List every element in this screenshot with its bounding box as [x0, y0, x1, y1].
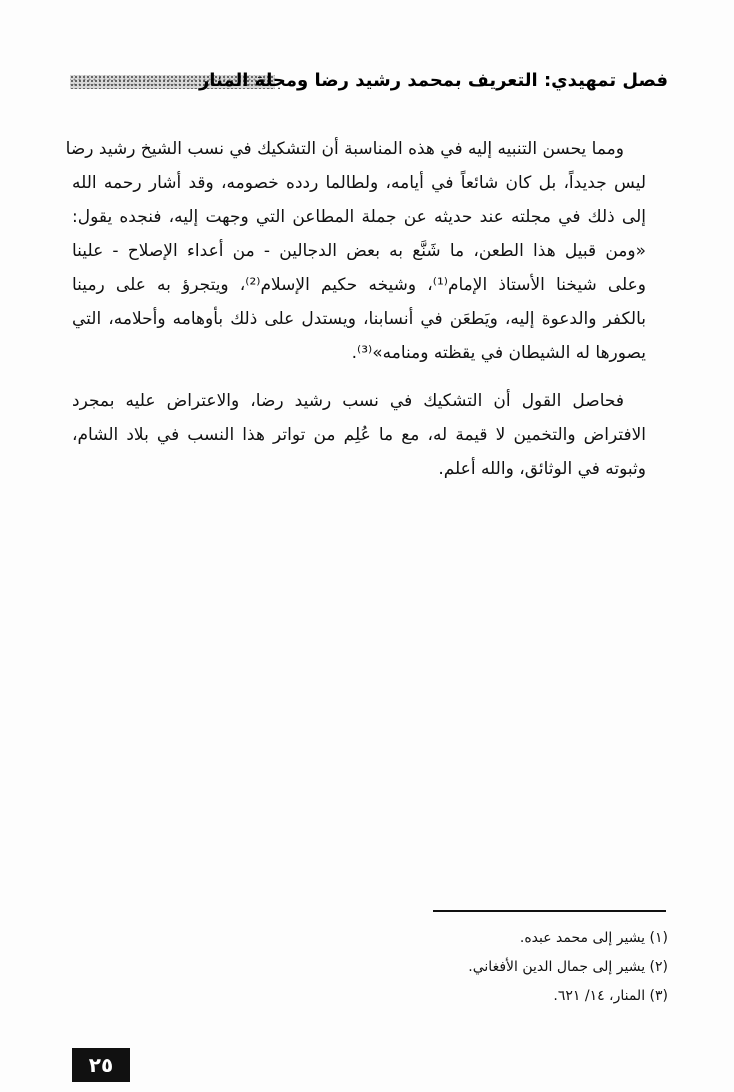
- text-line: وثبوته في الوثائق، والله أعلم.: [438, 459, 646, 479]
- footnote-2: (٢) يشير إلى جمال الدين الأفغاني.: [468, 959, 668, 975]
- running-header: [70, 66, 668, 96]
- text-line: بالكفر والدعوة إليه، ويَطعَن في أنسابنا، ويستدل على ذلك بأوهامه وأحلامه، التي: [72, 309, 646, 329]
- text-line: «ومن قبيل هذا الطعن، ما شَنَّع به بعض الدجالين - من أعداء الإصلاح - علينا: [72, 241, 646, 261]
- footnotes: [368, 924, 668, 1011]
- paragraph-1: [65, 132, 668, 370]
- footnote-1: (١) يشير إلى محمد عبده.: [519, 930, 668, 946]
- page-number: ٢٥: [72, 1048, 130, 1082]
- text-line: ومما يحسن التنبيه إليه في هذه المناسبة أن التشكيك في نسب الشيخ رشيد رضا: [65, 139, 624, 159]
- footnote-3: (٣) المنار، ١٤/ ٦٢١.: [553, 988, 668, 1004]
- footnote-separator: [433, 910, 666, 912]
- text-line: إلى ذلك في مجلته عند حديثه عن جملة المطاعن التي وجهت إليه، فنجده يقول:: [72, 207, 646, 227]
- text-line: فحاصل القول أن التشكيك في نسب رشيد رضا، والاعتراض عليه بمجرد: [72, 391, 624, 411]
- main-text: [65, 132, 668, 486]
- paragraph-2: [72, 384, 668, 486]
- text-line: يصورها له الشيطان في يقظته ومنامه»⁽³⁾.: [351, 343, 646, 363]
- text-line: الافتراض والتخمين لا قيمة له، مع ما عُلِم من تواتر هذا النسب في بلاد الشام،: [72, 425, 646, 445]
- chapter-title: فصل تمهيدي: التعريف بمحمد رشيد رضا ومجلة المنار: [198, 70, 668, 91]
- text-line: ليس جديداً، بل كان شائعاً في أيامه، ولطالما ردده خصومه، وقد أشار رحمه الله: [72, 173, 646, 193]
- text-line: وعلى شيخنا الأستاذ الإمام⁽¹⁾، وشيخه حكيم الإسلام⁽²⁾، ويتجرؤ به على رمينا: [72, 275, 647, 295]
